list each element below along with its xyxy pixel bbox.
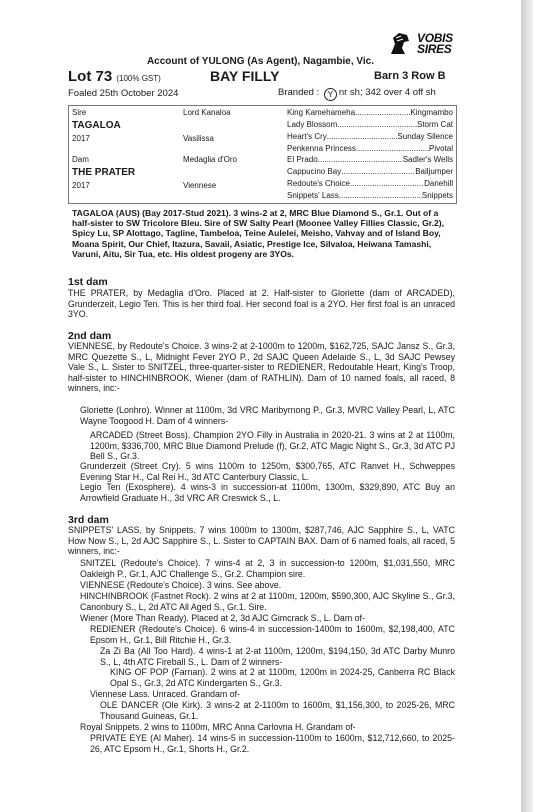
sire-name: TAGALOA <box>72 120 121 131</box>
third-dam-entry: PRIVATE EYE (Al Maher). 14 wins-5 in succession-1100m to 1600m, $12,712,660, to 2025-26, ATC Epsom H., Gr.1, Shorts H., Gr.2. <box>90 733 455 754</box>
third-dam-entry: KING OF POP (Farnan). 2 wins at 2 at 1100m, 1200m in 2024-25, Canberra RC Black Opal S., Gr.3, 2d ATC Kindergarten S., Gr.3. <box>110 667 455 688</box>
third-dam-entry: SNIPPETS' LASS, by Snippets. 7 wins 1000m to 1300m, $287,746, AJC Sapphire S., L, VATC How Now S., L, 2d AJC Sapphire S., L. Sister to CAPTAIN BAX. Dam of 6 named foals, all raced, 5 winners, inc:- <box>68 525 455 557</box>
second-dam-entry: ARCADED (Street Boss). Champion 2YO Filly in Australia in 2020-21. 3 wins at 2 at 1100m, 1200m, $336,700, MRC Blue Diamond Prelude (f), Gr.2, ATC Magic Night S., Gr.3, 3d ATC PJ Bell S., Gr.3. <box>90 430 455 462</box>
barn-location: Barn 3 Row B <box>374 70 446 82</box>
second-dam-entry: VIENNESE, by Redoute's Choice. 3 wins-2 at 2-1000m to 1200m, $162,725, SAJC Jansz S., Gr.3, MRC Quezette S., L, Midnight Fever 2YO P., 2d SAJC Queen Adelaide S., L, 3d SAJC Pewsey Vale S., L. Sister to SNITZEL, three-quarter-sister to REDIENER, Redoutable Heart, King's Troop, half-sister to HINCHINBROOK, Wiener (dam of RATHLIN). Dam of 10 named foals, all raced, 8 winners, inc:- <box>68 341 455 394</box>
sire-label: Sire <box>72 108 87 117</box>
dam-name: THE PRATER <box>72 167 136 178</box>
third-dam-entry: SNITZEL (Redoute's Choice). 7 wins-4 at 2, 3 in succession-to 1200m, $1,031,550, MRC Oakleigh P., Gr.1, AJC Challenge S., Gr.2. Champion sire. <box>80 558 455 579</box>
second-dam-entry: Legio Ten (Exosphere). 4 wins-3 in succession-at 1100m, 1300m, $329,890, ATC Buy an Arrowfield Graduate H., 3d VRC AR Creswick S., L. <box>80 482 455 503</box>
branding: Branded : Y nr sh; 342 over 4 off sh <box>278 87 436 99</box>
third-dam-entry: VIENNESE (Redoute's Choice). 3 wins. See above. <box>80 580 282 590</box>
ancestor-row: Redoute's Choice ..... Danehill <box>287 179 453 188</box>
second-dam-heading: 2nd dam <box>68 330 112 342</box>
ancestor-row: Penkenna Princess ..... Pivotal <box>287 144 453 153</box>
ancestor-row: Cappucino Bay ..... Bailjumper <box>287 167 453 176</box>
gst-note: (100% GST) <box>116 74 161 83</box>
lot-number: Lot 73 (100% GST) <box>68 68 161 85</box>
third-dam-entry: REDIENER (Redoute's Choice). 6 wins-4 in succession-1400m to 1600m, $2,198,400, ATC Epsom H., Gr.1, Bill Ritchie H., Gr.3. <box>90 624 455 645</box>
dam-sire: Medaglia d'Oro <box>183 155 237 164</box>
third-dam-entry: OLE DANCER (Ole Kirk). 3 wins-2 at 2-1100m to 1600m, $1,156,300, to 2025-26, MRC Thousand Guineas, Gr.1. <box>100 700 455 721</box>
dam-year: 2017 <box>72 181 90 190</box>
third-dam-entry: Viennese Lass. Unraced. Grandam of- <box>90 689 240 699</box>
foaled-date: Foaled 25th October 2024 <box>68 88 179 99</box>
third-dam-entry: HINCHINBROOK (Fastnet Rock). 2 wins at 2 at 1100m, 1200m, $590,300, AJC Skyline S., Gr.3, Canonbury S., L, 2d ATC All Aged S., Gr.1. Sire. <box>80 591 455 612</box>
page-edge <box>521 0 533 812</box>
third-dam-entry: Za Zi Ba (All Too Hard). 4 wins-1 at 2-at 1100m, 1200m, $194,150, 3d ATC Darby Munro S., L, 4th ATC Fireball S., L. Dam of 2 winners- <box>100 646 455 667</box>
first-dam-text: THE PRATER, by Medaglia d'Oro. Placed at 2. Half-sister to Gloriette (dam of ARCADED), Grunderzeit, Legio Ten. This is her third foal. Her second foal is a 2YO. Her first foal is an unraced 3YO. <box>68 288 455 320</box>
logo-text: VOBIS SIRES <box>417 31 453 56</box>
third-dam-entry: Wiener (More Than Ready). Placed at 2, 3d AJC Gimcrack S., L. Dam of- <box>80 613 365 623</box>
ancestor-row: Lady Blossom ..... Storm Cat <box>287 120 453 129</box>
ancestor-row: King Kamehameha ..... Kingmambo <box>287 108 453 117</box>
dam-dam: Viennese <box>183 181 217 190</box>
horse-head-icon <box>387 30 413 56</box>
third-dam-heading: 3rd dam <box>68 514 109 526</box>
vendor-account: Account of YULONG (As Agent), Nagambie, Vic. <box>146 56 375 67</box>
second-dam-entry: Gloriette (Lonhro). Winner at 1100m, 3d VRC Maribyrnong P., Gr.3, MVRC Valley Pearl, L, ATC Wayne Toogood H. Dam of 4 winners- <box>80 405 455 426</box>
ancestor-row: Heart's Cry ..... Sunday Silence <box>287 132 453 141</box>
brand-symbol-icon: Y <box>324 88 337 101</box>
second-dam-entry: Grunderzeit (Street Cry). 5 wins 1100m to 1250m, $300,765, ATC Ranvet H., Schweppes Evening Star H., Cal Rei H., 3d ATC Canterbury Classic, L. <box>80 461 455 482</box>
sire-sire: Lord Kanaloa <box>183 108 231 117</box>
horse-description: BAY FILLY <box>210 68 280 84</box>
third-dam-entry: Royal Snippets. 2 wins to 1100m, MRC Anna Carlovna H. Grandam of- <box>80 722 356 732</box>
sire-summary: TAGALOA (AUS) (Bay 2017-Stud 2021). 3 wins-2 at 2, MRC Blue Diamond S., Gr.1. Out of a half-sister to SW Tricolore Bleu. Sire of SW Salty Pearl (Moonee Valley Fillies Classic, Gr.2), Spicy Lu, SP Alottago, Tagline, Tambeloa, Teine Aulelei, Meisho, Vahvay and of Island Boy, Moana Spirit, Our Chief, Itazura, Savaii, Asiatic, Prestige Ice, Silvaloa, Heiwana Tamashi, Varuni, Aitu, Sir Tua, etc. His oldest progeny are 3YOs. <box>72 208 445 259</box>
sire-year: 2017 <box>72 134 90 143</box>
ancestor-row: Snippets' Lass ..... Snippets <box>287 191 453 200</box>
first-dam-heading: 1st dam <box>68 276 108 288</box>
sire-dam: Vasilissa <box>183 134 214 143</box>
pedigree-table <box>68 105 457 204</box>
ancestor-row: El Prado ..... Sadler's Wells <box>287 155 453 164</box>
dam-label: Dam <box>72 155 89 164</box>
